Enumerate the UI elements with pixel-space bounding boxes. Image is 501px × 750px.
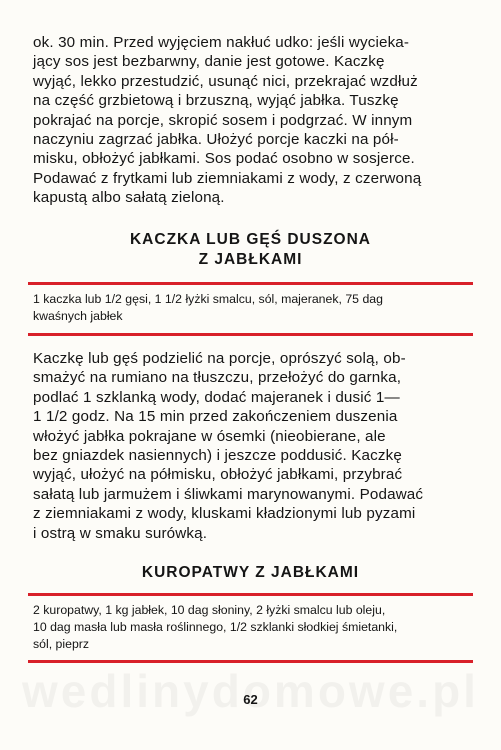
text-line: sałatą lub jarmużem i śliwkami marynowanymi. Podawać — [33, 485, 424, 503]
text-line: włożyć jabłka pokrajane w ósemki (nieobierane, ale — [33, 427, 386, 445]
page-number: 62 — [243, 692, 258, 707]
text-line: i ostrą w smaku surówką. — [33, 524, 208, 542]
red-rule — [28, 333, 473, 336]
text-line: naczyniu zagrzać jabłka. Ułożyć porcje kaczki na pół- — [33, 131, 399, 149]
red-rule — [28, 593, 473, 596]
recipe-title-line: KUROPATWY Z JABŁKAMI — [141, 564, 360, 581]
method-paragraph — [33, 349, 473, 543]
text-line: wyjąć, ułożyć na półmisku, obłożyć jabłkami, przybrać — [33, 466, 403, 484]
recipe-title — [0, 563, 501, 583]
ingredient-line: 1 kaczka lub 1/2 gęsi, 1 1/2 łyżki smalcu, sól, majeranek, 75 dag — [33, 292, 383, 306]
ingredients-list — [33, 291, 473, 325]
text-line: z ziemniakami z wody, kluskami kładzionymi lub pyzami — [33, 505, 416, 523]
text-line: misku, obłożyć jabłkami. Sos podać osobno w sosjerce. — [33, 150, 415, 168]
text-line: na część grzbietową i brzuszną, wyjąć jabłka. Tuszkę — [33, 92, 399, 110]
recipe-title — [0, 230, 501, 270]
red-rule — [28, 282, 473, 285]
intro-paragraph — [33, 33, 473, 208]
text-line: wyjąć, lekko przestudzić, usunąć nici, przekrajać wzdłuż — [33, 72, 418, 90]
recipe-title-line: Z JABŁKAMI — [198, 251, 303, 268]
text-line: Podawać z frytkami lub ziemniakami z wody, z czerwoną — [33, 169, 422, 187]
ingredient-line: kwaśnych jabłek — [33, 309, 123, 323]
watermark — [0, 664, 501, 718]
text-line: podlać 1 szklanką wody, dodać majeranek i dusić 1— — [33, 388, 400, 406]
text-line: Kaczkę lub gęś podzielić na porcje, oprószyć solą, ob- — [33, 350, 406, 367]
text-line: jący sos jest bezbarwny, danie jest gotowe. Kaczkę — [33, 53, 385, 71]
text-line: pokrajać na porcje, skropić sosem i podgrzać. W innym — [33, 111, 413, 129]
text-line: smażyć na rumiano na tłuszczu, przełożyć do garnka, — [33, 369, 402, 387]
text-line: 1 1/2 godz. Na 15 min przed zakończeniem duszenia — [33, 408, 398, 426]
text-line: kapustą albo sałatą zieloną. — [33, 189, 225, 207]
ingredient-line: 2 kuropatwy, 1 kg jabłek, 10 dag słoniny, 2 łyżki smalcu lub oleju, — [33, 603, 386, 617]
ingredient-line: sól, pieprz — [33, 637, 90, 651]
red-rule — [28, 660, 473, 663]
ingredient-line: 10 dag masła lub masła roślinnego, 1/2 szklanki słodkiej śmietanki, — [33, 620, 398, 634]
ingredients-list — [33, 602, 473, 653]
text-line: ok. 30 min. Przed wyjęciem nakłuć udko: jeśli wycieka- — [33, 34, 410, 51]
recipe-title-line: KACZKA LUB GĘŚ DUSZONA — [129, 231, 371, 248]
text-line: bez gniazdek nasiennych) i jeszcze poddusić. Kaczkę — [33, 447, 402, 465]
